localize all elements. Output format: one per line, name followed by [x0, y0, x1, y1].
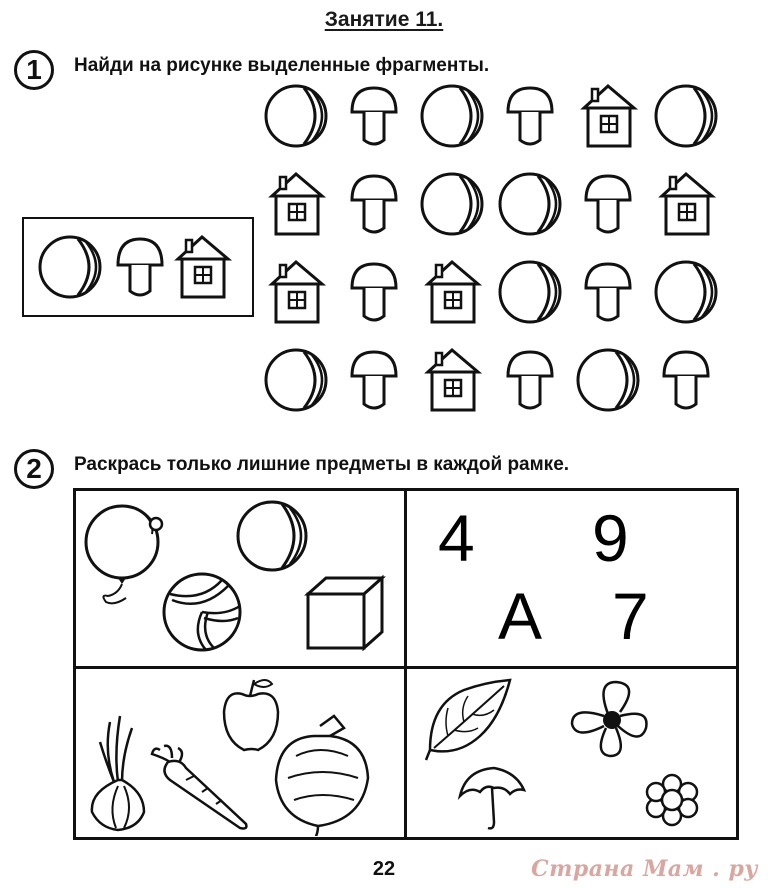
glyph-digit-7: 7	[612, 579, 649, 653]
house-icon	[428, 262, 478, 322]
house-icon	[428, 350, 478, 410]
fragments-grid	[262, 82, 732, 432]
apple-icon	[224, 680, 278, 750]
carrot-icon	[152, 746, 246, 829]
leaf-icon	[426, 680, 510, 760]
onion-icon	[92, 716, 144, 830]
ball-icon	[266, 86, 326, 146]
ball-icon	[40, 237, 100, 297]
ball-icon	[500, 262, 560, 322]
house-icon	[178, 237, 228, 297]
lesson-title: Занятие 11.	[324, 8, 444, 31]
volleyball-icon	[164, 574, 240, 650]
site-watermark: Страна Мам . ру	[531, 856, 758, 882]
house-icon	[584, 86, 634, 146]
mushroom-icon	[352, 264, 396, 320]
daisy-icon	[647, 775, 697, 825]
ball-icon	[422, 174, 482, 234]
sample-fragment-box	[22, 217, 254, 317]
task1-instruction: Найди на рисунке выделенные фрагменты.	[74, 55, 490, 76]
house-icon	[662, 174, 712, 234]
ball-icon	[656, 262, 716, 322]
ball-icon	[500, 174, 560, 234]
ball-icon	[266, 350, 326, 410]
frame-divider-horizontal	[73, 666, 739, 669]
frame-top-left	[78, 494, 400, 662]
page-number: 22	[372, 858, 396, 880]
sample-fragment-drawing	[24, 219, 252, 315]
ball-icon	[656, 86, 716, 146]
mushroom-icon	[586, 176, 630, 232]
frame-divider-vertical	[404, 488, 407, 840]
flower-icon	[572, 682, 646, 756]
mushroom-icon	[352, 352, 396, 408]
glyph-digit-4: 4	[438, 501, 475, 575]
mushroom-icon	[664, 352, 708, 408]
frame-bottom-left	[78, 672, 400, 836]
mushroom-icon	[352, 88, 396, 144]
ball-icon	[238, 502, 306, 570]
mushroom-icon	[118, 239, 162, 295]
ball-icon	[422, 86, 482, 146]
glyph-digit-9: 9	[592, 501, 629, 575]
ball-icon	[578, 350, 638, 410]
mushroom-icon	[508, 88, 552, 144]
beet-icon	[276, 716, 368, 836]
cube-icon	[308, 578, 382, 648]
umbrella-icon	[460, 768, 524, 828]
mushroom-icon	[508, 352, 552, 408]
house-icon	[272, 262, 322, 322]
frame-bottom-right	[410, 672, 734, 836]
task1-number: 1	[14, 50, 54, 90]
glyph-letter-a: А	[498, 579, 543, 653]
mushroom-icon	[586, 264, 630, 320]
mushroom-icon	[352, 176, 396, 232]
task2-number: 2	[14, 449, 54, 489]
balloon-icon	[86, 506, 162, 603]
task2-instruction: Раскрась только лишние предметы в каждой рамке.	[74, 454, 570, 475]
house-icon	[272, 174, 322, 234]
